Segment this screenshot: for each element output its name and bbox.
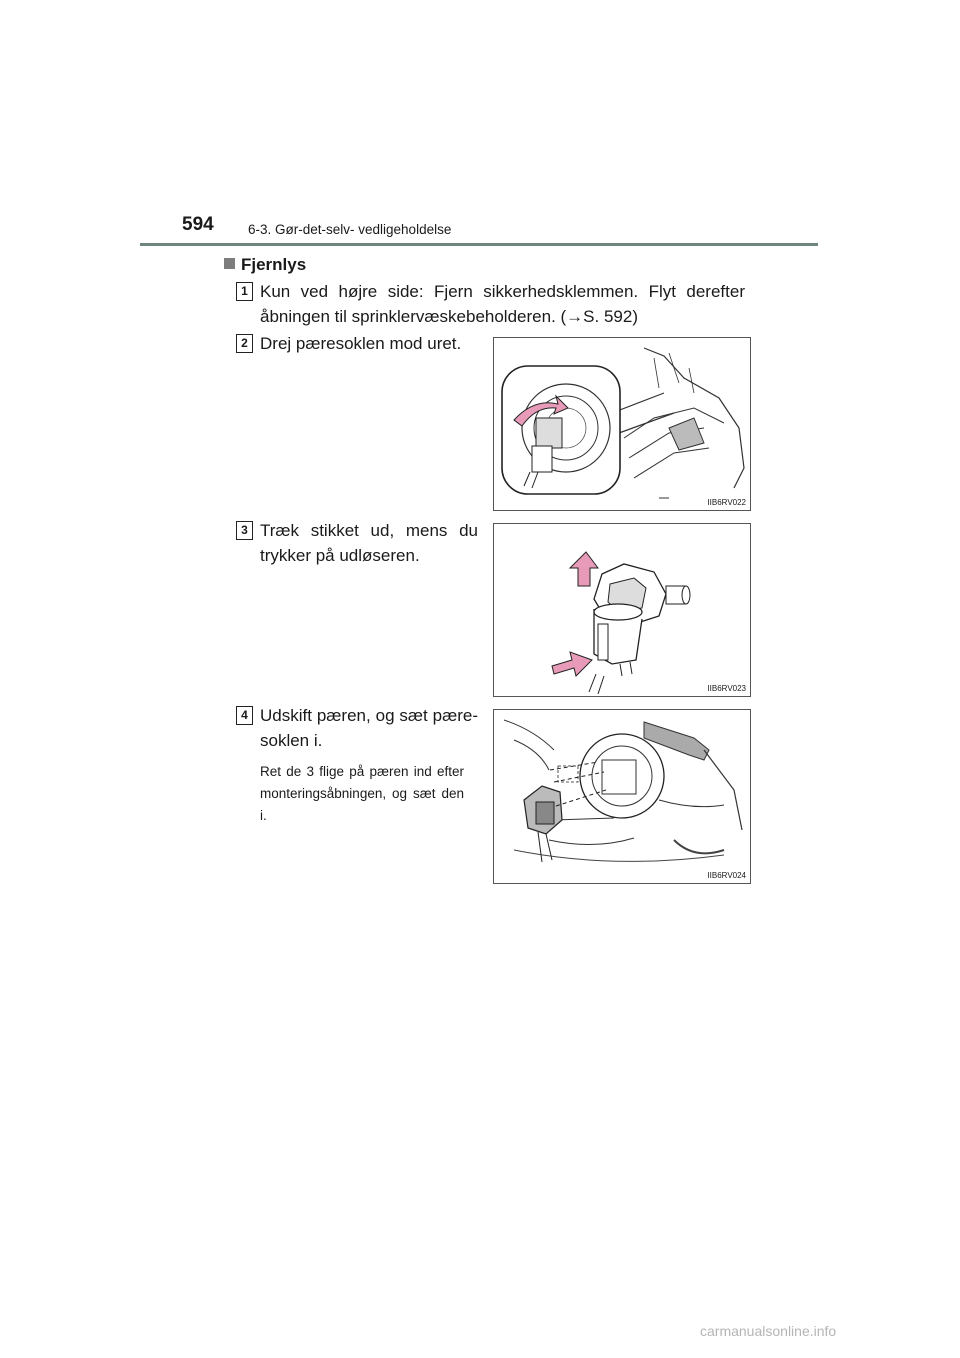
- step-4-badge: 4: [236, 706, 253, 725]
- step-1-text: Kun ved højre side: Fjern sikkerhedsklemmen. Flyt derefter åbningen til sprinklervæskebeholderen. (→S. 592): [260, 282, 745, 326]
- bulb-connector-illustration: [494, 524, 750, 696]
- subsection-title: Fjernlys: [241, 255, 307, 274]
- figure-bulb-install: [493, 709, 751, 884]
- step-2-text: Drej pæresoklen mod uret.: [260, 334, 462, 353]
- bulb-install-illustration: [494, 710, 750, 883]
- headlight-rotate-illustration: [494, 338, 750, 510]
- figure-bulb-socket-rotate: [493, 337, 751, 511]
- step-4-note: Ret de 3 flige på pæren ind efter monteringsåbningen, og sæt den i.: [260, 764, 464, 823]
- gray-square-icon: [224, 258, 235, 269]
- step-3-badge: 3: [236, 521, 253, 540]
- watermark: carmanualsonline.info: [700, 1323, 837, 1339]
- figure-code-022: IIB6RV022: [707, 498, 746, 507]
- step-3-text: Træk stikket ud, mens du trykker på udløseren.: [260, 521, 478, 565]
- figure-code-024: IIB6RV024: [707, 871, 746, 880]
- page-number: 594: [182, 214, 214, 235]
- subsection-heading: [224, 255, 306, 275]
- section-title: 6-3. Gør-det-selv- vedligeholdelse: [248, 222, 452, 237]
- step-2-badge: 2: [236, 334, 253, 353]
- header-rule: [140, 243, 818, 246]
- step-1-badge: 1: [236, 282, 253, 301]
- figure-code-023: IIB6RV023: [707, 684, 746, 693]
- step-4-text: Udskift pæren, og sæt pære-soklen i.: [260, 706, 478, 750]
- figure-connector-release: [493, 523, 751, 697]
